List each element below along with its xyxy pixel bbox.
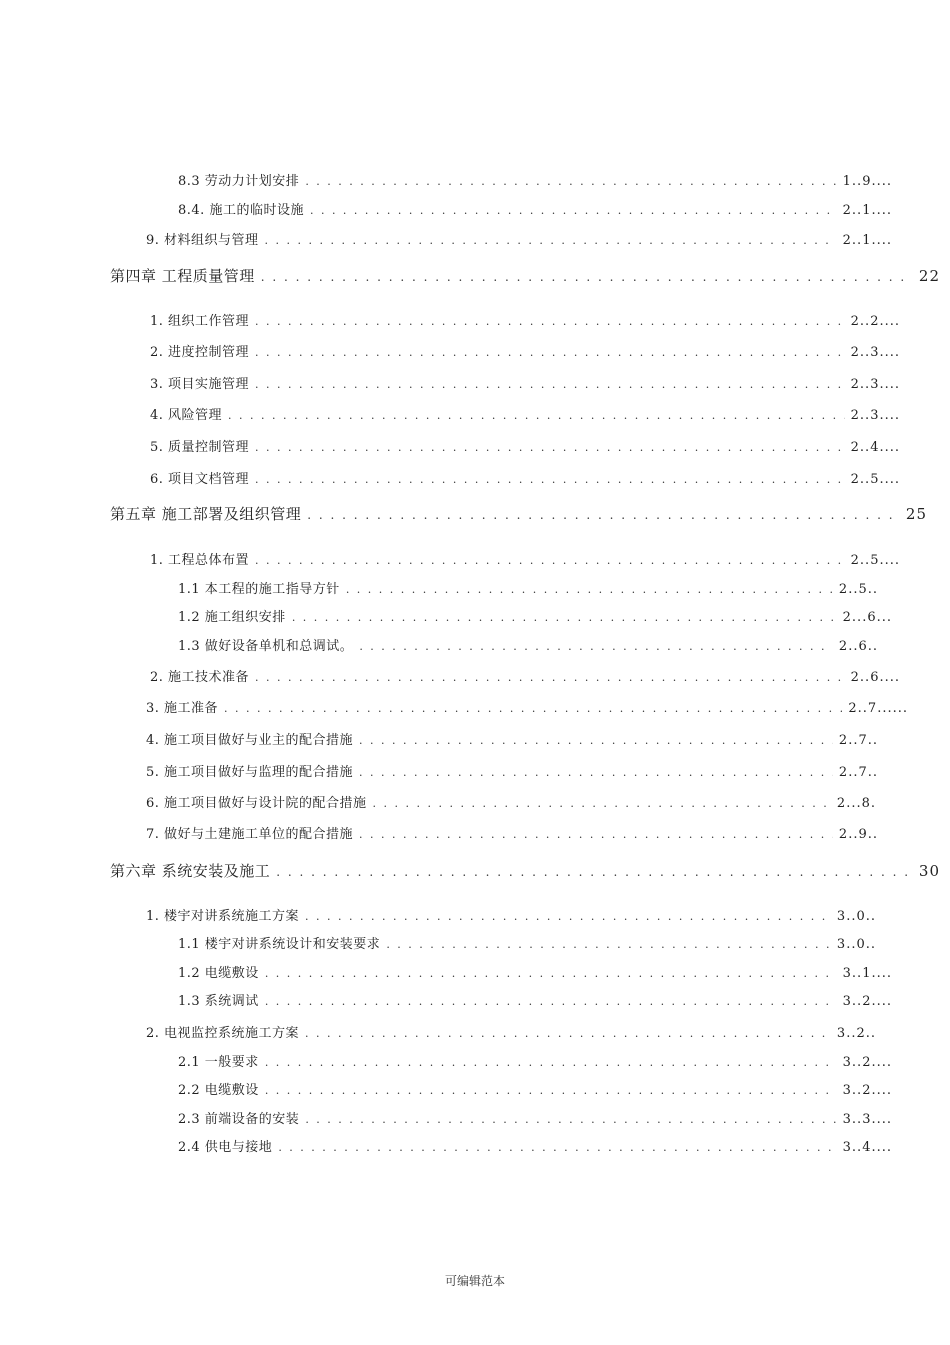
page-footer: 可编辑范本 [444,1274,505,1288]
toc-entry-page: 2..3.... [850,408,900,423]
toc-leader-dots [292,611,837,624]
toc-entry-title: 2.3 前端设备的安装 [178,1112,300,1127]
toc-entry-title: 1.1 本工程的施工指导方针 [178,582,340,597]
toc-entry-page: 2..6.. [838,639,878,654]
toc-chapter-4[interactable] [110,265,940,286]
toc-leader-dots [265,1056,837,1069]
toc-leader-dots [255,315,845,328]
toc-leader-dots [373,797,831,810]
toc-entry-4-6[interactable] [150,468,900,487]
toc-entry-page: 2...6... [842,610,892,625]
toc-chapter-page: 30 [918,862,940,880]
toc-entry-title: 2. 施工技术准备 [150,670,250,685]
toc-entry-5-1-3[interactable] [178,635,878,654]
toc-entry-page: 2...8. [836,796,876,811]
toc-entry-title: 8.4. 施工的临时设施 [178,203,304,218]
toc-entry-6-1-3[interactable] [178,990,892,1009]
toc-chapter-5[interactable] [110,503,927,524]
toc-leader-dots [265,967,837,980]
toc-entry-title: 1. 工程总体布置 [150,553,250,568]
toc-entry-6-2-2[interactable] [178,1079,892,1098]
toc-chapter-title: 第五章 施工部署及组织管理 [110,505,302,523]
toc-leader-dots [346,583,833,596]
toc-entry-6-2-4[interactable] [178,1136,892,1155]
toc-leader-dots [224,702,842,715]
toc-leader-dots [255,554,845,567]
toc-leader-dots [359,734,833,747]
toc-leader-dots [255,346,845,359]
toc-entry-6-2-3[interactable] [178,1108,892,1127]
toc-entry-page: 2..6.... [850,670,900,685]
toc-leader-dots [305,1027,831,1040]
toc-leader-dots [276,865,913,879]
toc-entry-4-5[interactable] [150,436,900,455]
toc-entry-title: 4. 施工项目做好与业主的配合措施 [146,733,354,748]
toc-entry-page: 2..7.. [838,765,878,780]
toc-entry-page: 2..3.... [850,345,900,360]
toc-entry-5-5[interactable] [146,761,878,780]
toc-entry-page: 2..7.. [838,733,878,748]
toc-chapter-title: 第六章 系统安装及施工 [110,862,271,880]
toc-entry-page: 3..2.... [842,994,892,1009]
toc-entry-title: 1. 楼宇对讲系统施工方案 [146,909,300,924]
toc-entry-title: 2.4 供电与接地 [178,1140,273,1155]
toc-entry-6-1[interactable] [146,905,876,924]
toc-entry-title: 6. 施工项目做好与设计院的配合措施 [146,796,367,811]
toc-entry-title: 1.3 做好设备单机和总调试。 [178,639,354,654]
toc-leader-dots [278,1141,836,1154]
toc-entry-title: 6. 项目文档管理 [150,472,250,487]
toc-entry-title: 5. 质量控制管理 [150,440,250,455]
toc-leader-dots [305,910,831,923]
toc-entry-5-4[interactable] [146,729,878,748]
toc-entry-page: 2..5.. [838,582,878,597]
toc-entry-page: 3..2.... [842,1083,892,1098]
toc-entry-title: 1.1 楼宇对讲系统设计和安装要求 [178,937,381,952]
toc-entry-page: 3..0.. [836,909,876,924]
toc-entry-4-1[interactable] [150,310,900,329]
toc-entry-6-2[interactable] [146,1022,876,1041]
toc-entry-page: 2..2.... [850,314,900,329]
toc-leader-dots [305,1113,836,1126]
toc-entry-page: 3..4.... [842,1140,892,1155]
toc-entry-4-2[interactable] [150,341,900,360]
toc-chapter-title: 第四章 工程质量管理 [110,267,255,285]
toc-entry-title: 5. 施工项目做好与监理的配合措施 [146,765,354,780]
toc-entry-title: 2. 电视监控系统施工方案 [146,1026,300,1041]
toc-entry-page: 2..4.... [850,440,900,455]
toc-leader-dots [255,671,845,684]
toc-entry-page: 2..5.... [850,553,900,568]
toc-entry-title: 9. 材料组织与管理 [146,233,259,248]
toc-leader-dots [359,766,833,779]
toc-leader-dots [359,640,833,653]
toc-entry-title: 4. 风险管理 [150,408,223,423]
toc-entry-page: 3..3.... [842,1112,892,1127]
toc-entry-4-3[interactable] [150,373,900,392]
toc-entry-page: 2..5.... [850,472,900,487]
toc-entry-title: 3. 施工准备 [146,701,219,716]
toc-entry-page: 3..2.. [836,1026,876,1041]
toc-leader-dots [310,204,837,217]
toc-entry-title: 8.3 劳动力计划安排 [178,174,300,189]
toc-entry-6-1-2[interactable] [178,962,892,981]
toc-chapter-6[interactable] [110,860,940,881]
toc-entry-5-6[interactable] [146,792,876,811]
toc-entry-5-7[interactable] [146,823,878,842]
toc-leader-dots [255,378,845,391]
toc-entry-5-1-1[interactable] [178,578,878,597]
toc-entry-title: 7. 做好与土建施工单位的配合措施 [146,827,354,842]
toc-entry-title: 1.3 系统调试 [178,994,259,1009]
toc-leader-dots [255,441,845,454]
toc-leader-dots [265,995,837,1008]
toc-entry-page: 2..1.... [842,203,892,218]
toc-entry-5-1[interactable] [150,549,900,568]
toc-leader-dots [359,828,833,841]
toc-entry-6-2-1[interactable] [178,1051,892,1070]
toc-entry-5-2[interactable] [150,666,900,685]
toc-chapter-page: 22 [918,267,940,285]
toc-entry-page: 2..9.. [838,827,878,842]
toc-entry-4-4[interactable] [150,404,900,423]
toc-entry-title: 3. 项目实施管理 [150,377,250,392]
toc-entry-8-4[interactable] [178,199,892,218]
toc-entry-5-3[interactable] [146,697,908,716]
toc-entry-title: 2.1 一般要求 [178,1055,259,1070]
toc-entry-title: 2.2 电缆敷设 [178,1083,259,1098]
toc-entry-page: 3..0.. [836,937,876,952]
toc-entry-5-1-2[interactable] [178,606,892,625]
toc-entry-page: 2..7...... [848,701,908,716]
toc-leader-dots [307,508,900,522]
toc-entry-page: 2..1.... [842,233,892,248]
toc-entry-title: 1.2 施工组织安排 [178,610,286,625]
toc-entry-8-3[interactable] [178,170,892,189]
toc-entry-6-1-1[interactable] [178,933,876,952]
toc-leader-dots [386,938,831,951]
toc-leader-dots [265,1084,837,1097]
toc-entry-page: 3..1.... [842,966,892,981]
toc-entry-title: 1.2 电缆敷设 [178,966,259,981]
toc-entry-page: 3..2.... [842,1055,892,1070]
toc-leader-dots [255,473,845,486]
toc-chapter-page: 25 [905,505,927,523]
toc-entry-title: 2. 进度控制管理 [150,345,250,360]
toc-leader-dots [261,270,913,284]
toc-leader-dots [305,175,836,188]
toc-leader-dots [265,234,837,247]
toc-leader-dots [228,409,845,422]
toc-entry-page: 1..9.... [842,174,892,189]
toc-entry-page: 2..3.... [850,377,900,392]
toc-entry-9[interactable] [146,229,892,248]
toc-entry-title: 1. 组织工作管理 [150,314,250,329]
